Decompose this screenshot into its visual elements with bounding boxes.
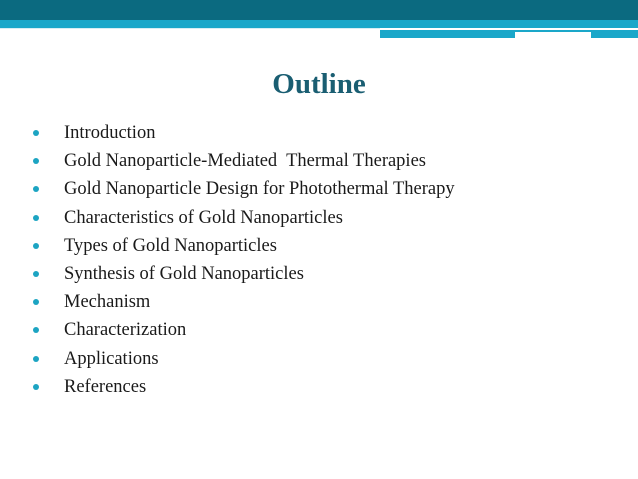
list-item-text: Applications <box>64 348 159 369</box>
header-band-tail <box>591 32 638 35</box>
header-band-dark <box>0 0 638 20</box>
bullet-icon <box>33 299 39 305</box>
header-band-gap <box>515 32 591 38</box>
header-band-light-right <box>380 20 638 28</box>
bullet-icon <box>33 271 39 277</box>
list-item-text: Gold Nanoparticle-Mediated Thermal Therapies <box>64 151 426 172</box>
list-item-text: References <box>64 376 147 397</box>
list-item <box>30 175 455 203</box>
list-item-text: Synthesis of Gold Nanoparticles <box>64 263 304 284</box>
list-item <box>30 288 455 316</box>
list-item-text: Characterization <box>64 320 187 341</box>
slide-title: Outline <box>272 68 366 100</box>
bullet-icon <box>33 327 39 333</box>
list-item-text: Gold Nanoparticle Design for Photothermal Therapy <box>64 179 455 200</box>
list-item-text: Mechanism <box>64 292 151 313</box>
list-item <box>30 345 455 373</box>
bullet-icon <box>33 356 39 362</box>
header-band-light-left <box>0 20 380 28</box>
outline-list <box>30 119 455 401</box>
list-item <box>30 373 455 401</box>
list-item <box>30 260 455 288</box>
list-item-text: Types of Gold Nanoparticles <box>64 235 277 256</box>
list-item <box>30 147 455 175</box>
bullet-icon <box>33 158 39 164</box>
list-item <box>30 119 455 147</box>
bullet-icon <box>33 186 39 192</box>
bullet-icon <box>33 215 39 221</box>
bullet-icon <box>33 243 39 249</box>
header-band-underline <box>0 28 380 29</box>
bullet-icon <box>33 130 39 136</box>
list-item-text: Introduction <box>64 123 156 143</box>
bullet-icon <box>33 384 39 390</box>
list-item <box>30 316 455 344</box>
list-item-text: Characteristics of Gold Nanoparticles <box>64 207 343 228</box>
list-item <box>30 204 455 232</box>
list-item <box>30 232 455 260</box>
